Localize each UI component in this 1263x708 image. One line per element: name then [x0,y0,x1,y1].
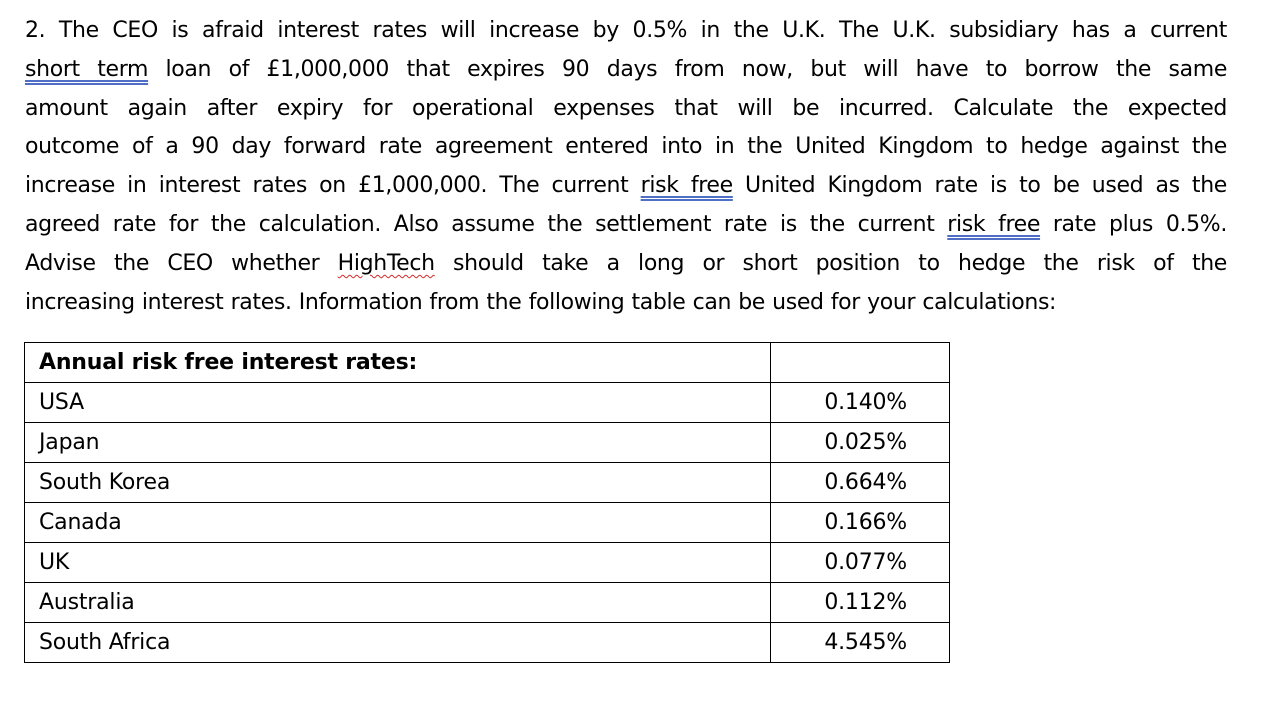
country-cell: South Korea [25,463,771,503]
table-row [25,423,950,463]
text-run: outcome of a 90 day forward rate agreement entered into in the United Kingdom to hedge against the [25,134,1227,160]
text-run: 2. The CEO is afraid interest rates will increase by 0.5% in the U.K. The U.K. subsidiary has a current [25,18,1227,43]
interest-rates-table [24,342,950,663]
text-run: rate plus 0.5%. [1040,211,1227,237]
table-row [25,583,950,623]
country-cell: South Africa [25,623,771,663]
paragraph-line [25,245,1227,284]
country-cell: UK [25,543,771,583]
paragraph-line [25,12,1227,51]
country-cell: Japan [25,423,771,463]
paragraph-line [25,51,1227,90]
paragraph-line [25,284,1227,323]
table-header-title: Annual risk free interest rates: [25,343,771,383]
table-row [25,503,950,543]
text-run: increasing interest rates. Information from the following table can be used for your calculations: [25,289,1057,315]
underlined-term: risk free [640,173,733,199]
table-header-blank-cell [771,343,950,383]
table-row [25,383,950,423]
paragraph-line [25,90,1227,129]
text-run: should take a long or short position to hedge the risk of the [434,250,1227,276]
table-row [25,623,950,663]
text-run: agreed rate for the calculation. Also assume the settlement rate is the current [25,211,948,237]
country-cell: Australia [25,583,771,623]
paragraph-line [25,206,1227,245]
text-run: increase in interest rates on £1,000,000. The current [25,173,641,199]
rate-cell: 4.545% [771,623,950,663]
paragraph-line [25,167,1227,206]
rate-cell: 0.025% [771,423,950,463]
table-row [25,543,950,583]
text-run: loan of £1,000,000 that expires 90 days from now, but will have to borrow the same [148,56,1227,82]
table-header-row [25,343,950,383]
rate-cell: 0.112% [771,583,950,623]
text-run: United Kingdom rate is to be used as the [732,173,1227,199]
table-row [25,463,950,503]
rate-cell: 0.664% [771,463,950,503]
text-run: Advise the CEO whether [25,250,338,276]
rate-cell: 0.077% [771,543,950,583]
country-cell: Canada [25,503,771,543]
rate-cell: 0.140% [771,383,950,423]
paragraph-line [25,128,1227,167]
rate-cell: 0.166% [771,503,950,543]
underlined-term: short term [25,56,149,82]
underlined-term: HighTech [337,250,435,276]
text-run: amount again after expiry for operational expenses that will be incurred. Calculate the expected [25,95,1227,121]
country-cell: USA [25,383,771,423]
underlined-term: risk free [947,211,1041,237]
question-paragraph [25,12,1227,322]
table-body [25,383,950,663]
